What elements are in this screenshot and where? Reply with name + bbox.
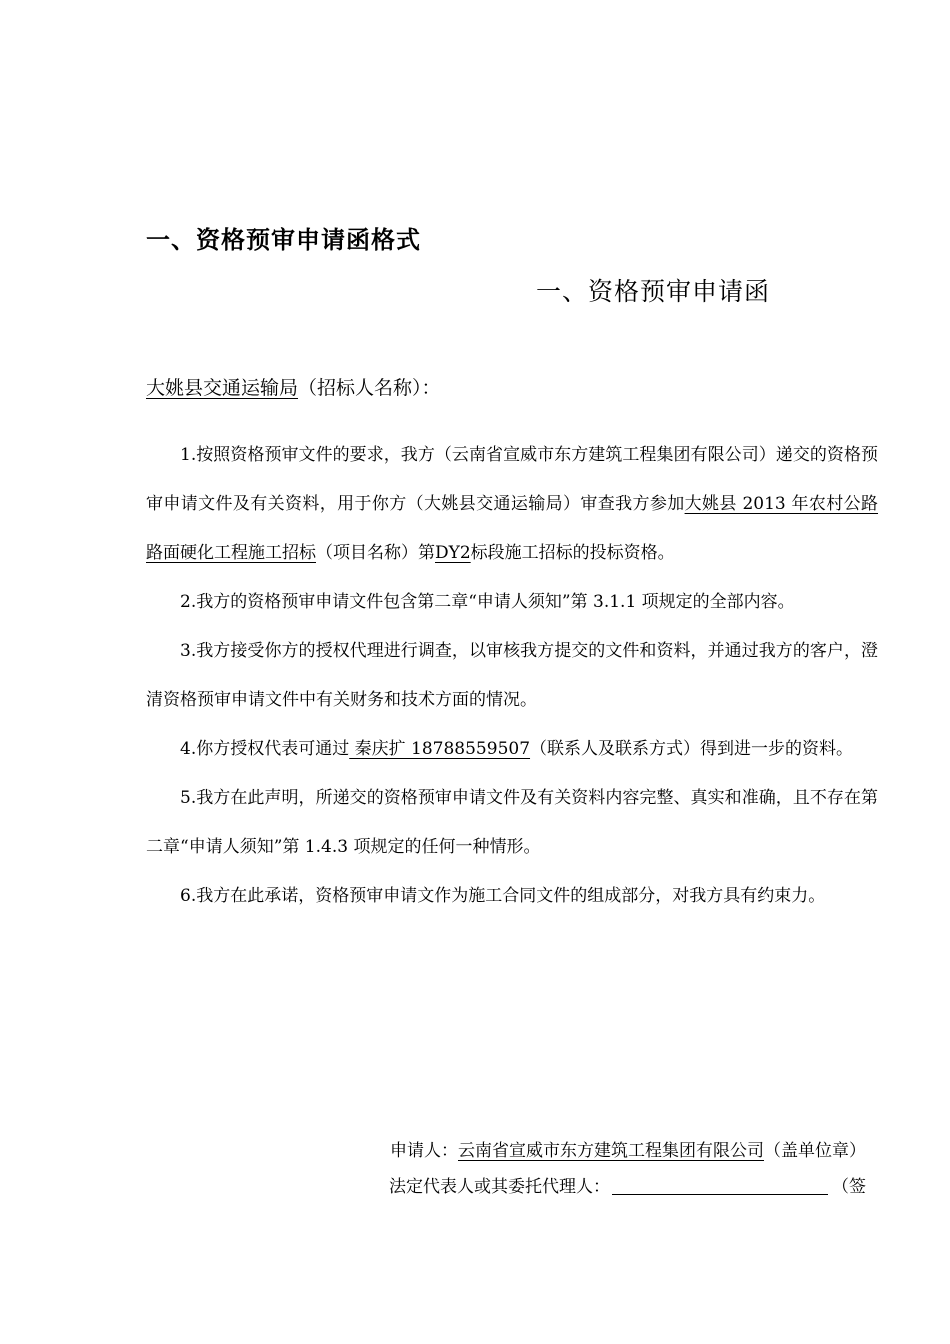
paragraph-6: 6.我方在此承诺，资格预审申请文作为施工合同文件的组成部分，对我方具有约束力。 xyxy=(180,886,826,906)
paragraph-5: 5.我方在此声明，所递交的资格预审申请文件及有关资料内容完整、真实和准确，且不存在第二章“申请人须知”第 1.4.3 项规定的任何一种情形。 xyxy=(146,788,878,857)
paragraph-1-text-b: （项目名称）第 xyxy=(316,543,435,563)
recipient-suffix: （招标人名称）： xyxy=(298,377,441,399)
paragraph-1 xyxy=(146,431,878,578)
paragraph-1-text: 1.按照资格预审文件的要求，我方（云南省宣威市东方建筑工程集团有限公司）递交的资格预审申请文件及有关资料，用于你方（大姚县交通运输局）审查我方参加 xyxy=(146,445,878,514)
document-title: 一、资格预审申请函 xyxy=(535,277,770,306)
paragraph-4-text: 4.你方授权代表可通过 xyxy=(180,739,350,759)
applicant-signature-line xyxy=(0,1136,866,1161)
representative-sign-note: （签 xyxy=(832,1177,866,1197)
contact-info: 秦庆扩 18788559507 xyxy=(349,739,531,759)
representative-signature-line xyxy=(0,1172,866,1197)
section-heading: 一、资格预审申请函格式 xyxy=(146,226,421,254)
project-name: 大姚县 2013 年农村公路路面硬化工程施工招标 xyxy=(146,494,879,563)
paragraph-4 xyxy=(146,725,878,774)
applicant-name: 云南省宣威市东方建筑工程集团有限公司 xyxy=(458,1141,764,1161)
paragraph-1-text-c: 标段施工招标的投标资格。 xyxy=(470,543,675,563)
paragraph-4-text-b: （联系人及联系方式）得到进一步的资料。 xyxy=(530,739,854,759)
salutation xyxy=(146,373,441,400)
letter-body xyxy=(146,431,878,921)
paragraph-3: 3.我方接受你方的授权代理进行调查，以审核我方提交的文件和资料，并通过我方的客户，澄清资格预审申请文件中有关财务和技术方面的情况。 xyxy=(146,641,878,710)
signature-blank xyxy=(612,1176,828,1195)
applicant-label: 申请人： xyxy=(390,1141,458,1161)
representative-label: 法定代表人或其委托代理人： xyxy=(389,1177,610,1197)
recipient-name: 大姚县交通运输局 xyxy=(146,377,299,399)
paragraph-2: 2.我方的资格预审申请文件包含第二章“申请人须知”第 3.1.1 项规定的全部内容。 xyxy=(180,592,795,612)
applicant-seal-note: （盖单位章） xyxy=(764,1141,866,1161)
section-number: DY2 xyxy=(435,543,471,563)
